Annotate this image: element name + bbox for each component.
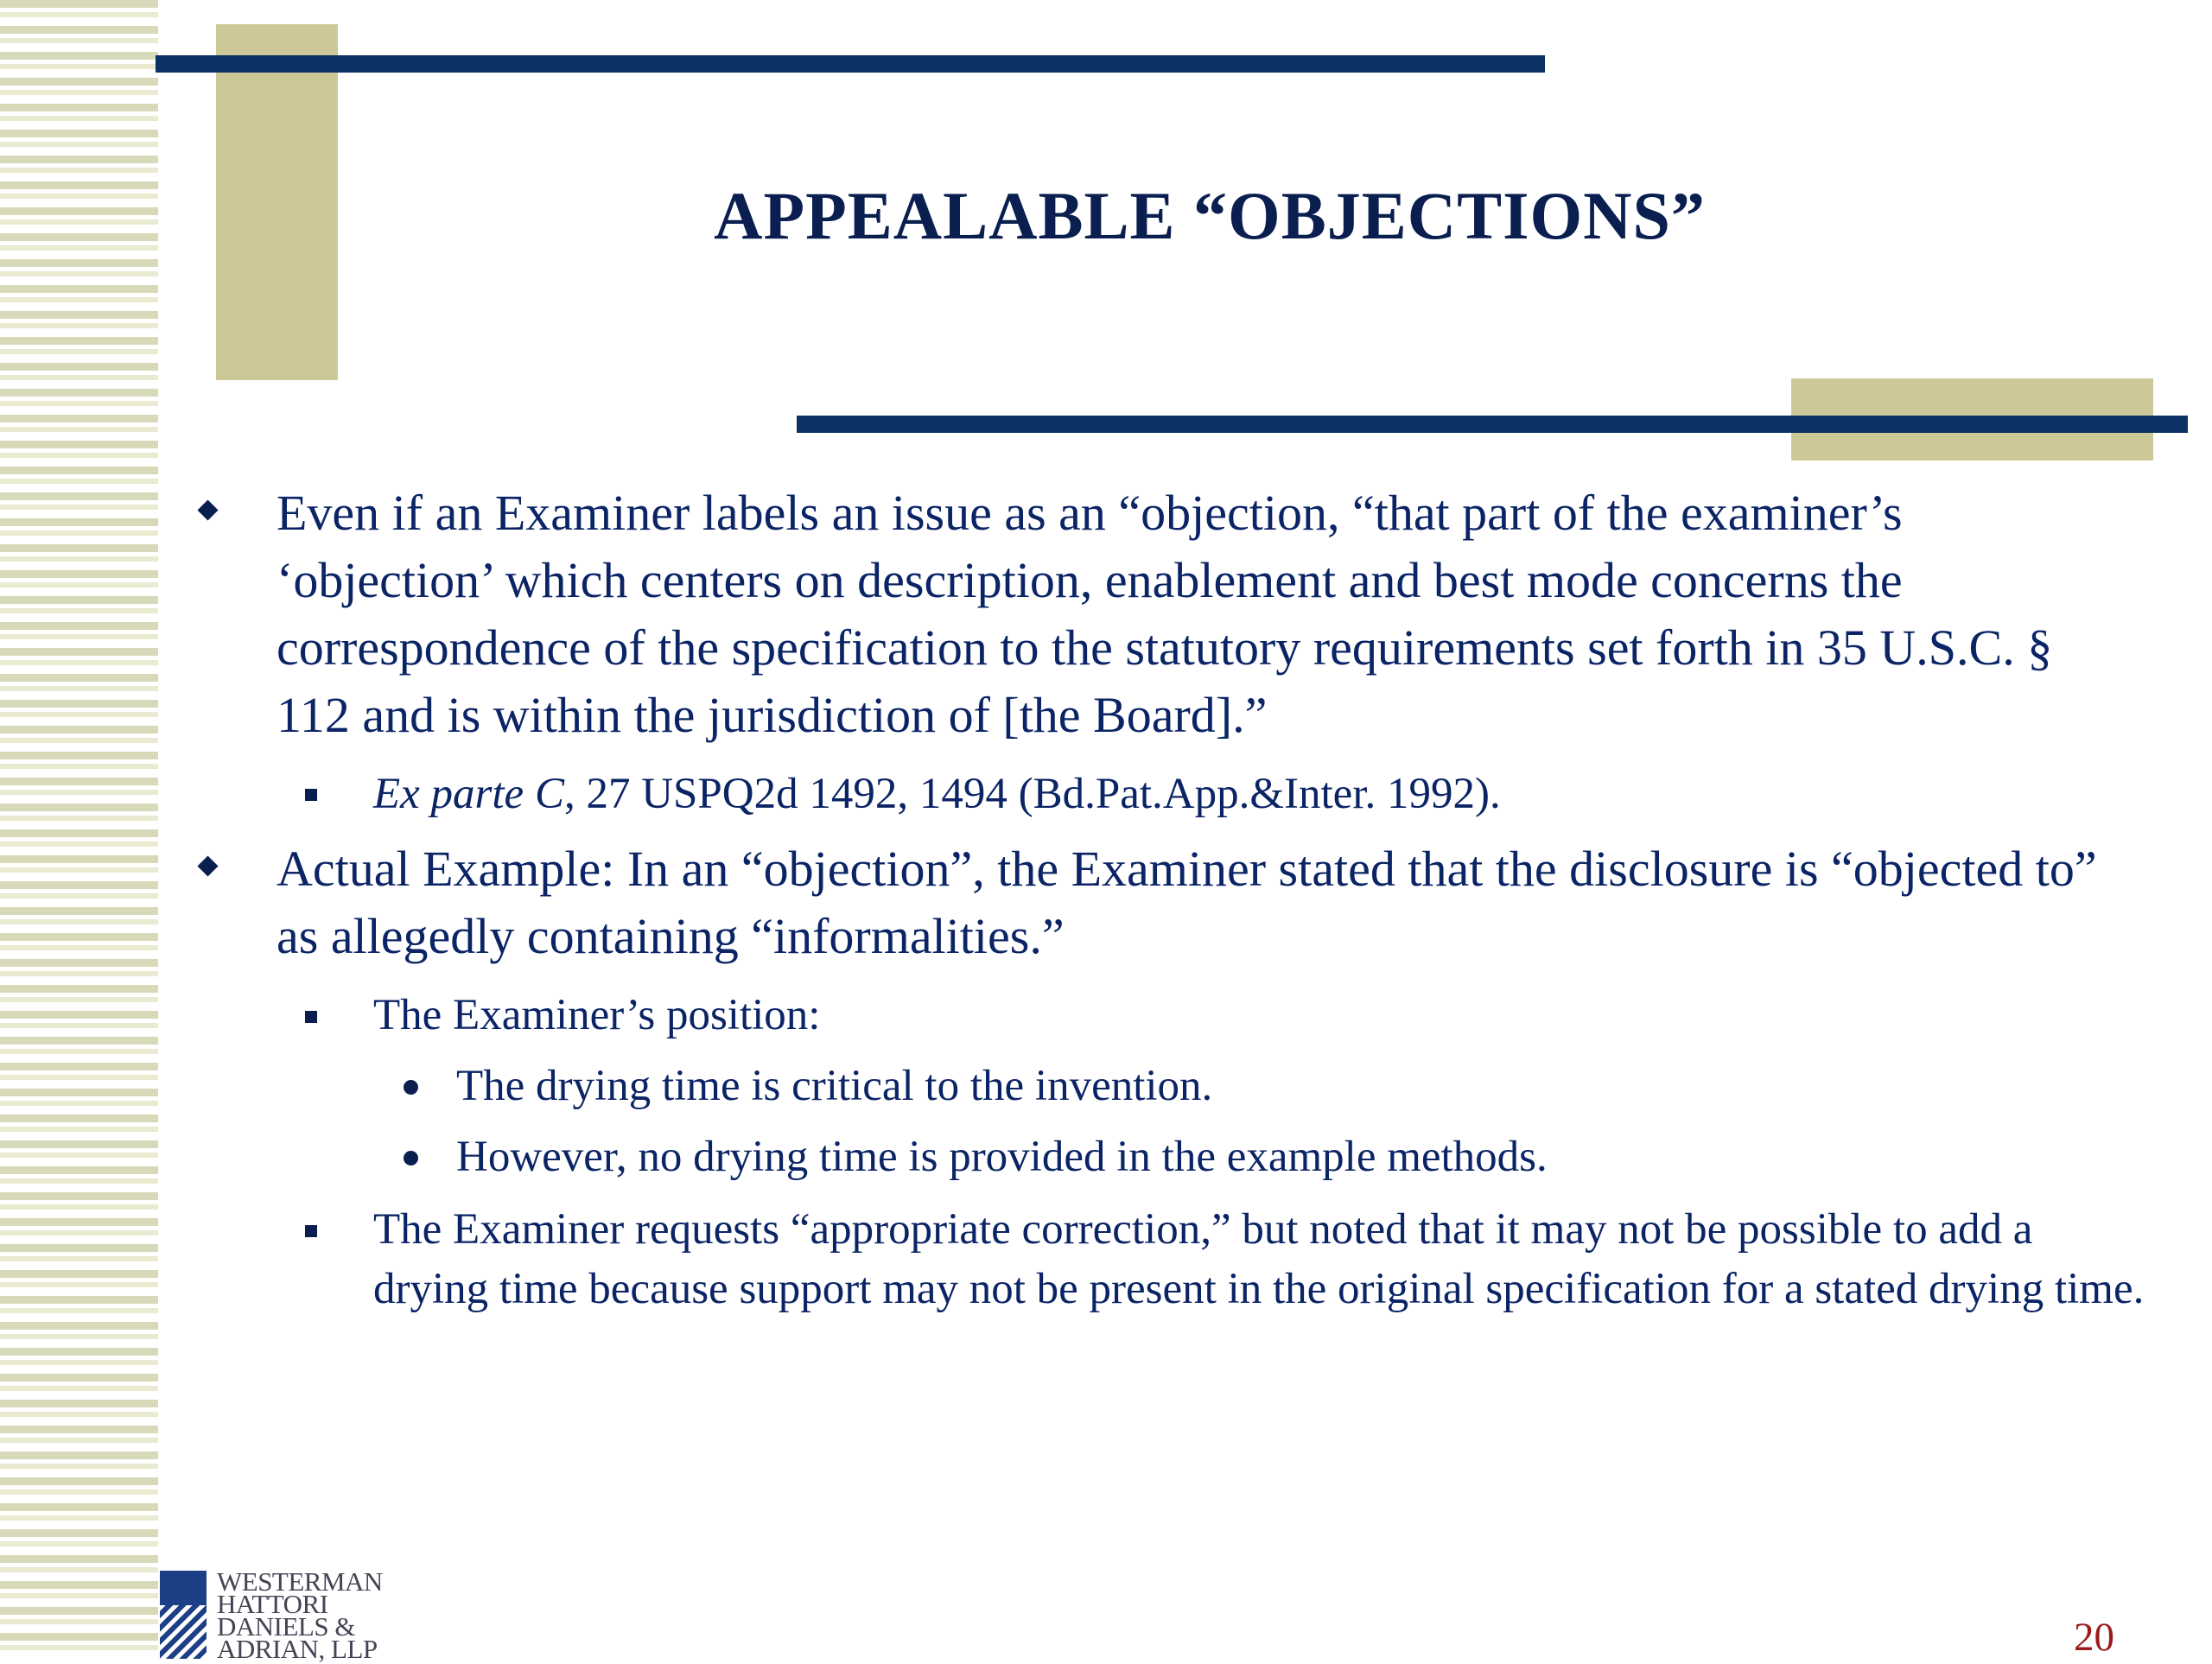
firm-name-line: HATTORI <box>217 1589 328 1619</box>
khaki-block-top <box>216 24 338 380</box>
navy-bar-middle <box>797 416 2188 433</box>
square-bullet-icon <box>305 1011 317 1023</box>
slide-content <box>0 480 2212 1387</box>
bullet-2-sub-1: The Examiner’s position: <box>373 991 821 1039</box>
navy-bar-top <box>156 55 1545 73</box>
firm-name <box>217 1566 383 1664</box>
firm-name-line: DANIELS & <box>217 1611 355 1642</box>
diamond-bullet-icon <box>197 499 218 520</box>
globe-logo-icon <box>160 1571 207 1659</box>
bullet-2-sub-1-item-2: However, no drying time is provided in the example methods. <box>456 1133 1548 1181</box>
citation-text: , 27 USPQ2d 1492, 1494 (Bd.Pat.App.&Inter. 1992). <box>563 770 1501 818</box>
firm-name-line: WESTERMAN <box>217 1566 383 1597</box>
square-bullet-icon <box>305 1225 317 1237</box>
bullet-2-text: Actual Example: In an “objection”, the Examiner stated that the disclosure is “objected to” as allegedly containing “informalities.” <box>276 841 2097 964</box>
page-number: 20 <box>2074 1615 2114 1660</box>
bullet-1-citation <box>373 765 2153 824</box>
case-name: Ex parte C <box>373 770 564 818</box>
bullet-1-text: Even if an Examiner labels an issue as an “objection, “that part of the examiner’s ‘objection’ which centers on description, enablement and best mode concerns the correspondence of the specification to the statutory requirements set forth in 35 U.S.C. § 112 and is within the jurisdiction of [the Board].” <box>276 485 2053 743</box>
firm-name-line: ADRIAN, LLP <box>217 1634 378 1664</box>
bullet-2-sub-1-item-1: The drying time is critical to the invention. <box>456 1062 1213 1110</box>
slide-title: APPEALABLE “OBJECTIONS” <box>714 178 1706 253</box>
round-bullet-icon <box>404 1080 418 1095</box>
diamond-bullet-icon <box>197 855 218 876</box>
bullet-2-sub-2: The Examiner requests “appropriate correction,” but noted that it may not be possible to add a drying time because support may not be present in the original specification for a stated drying time. <box>373 1205 2145 1313</box>
firm-logo <box>160 1566 436 1664</box>
square-bullet-icon <box>305 789 317 801</box>
round-bullet-icon <box>404 1151 418 1165</box>
